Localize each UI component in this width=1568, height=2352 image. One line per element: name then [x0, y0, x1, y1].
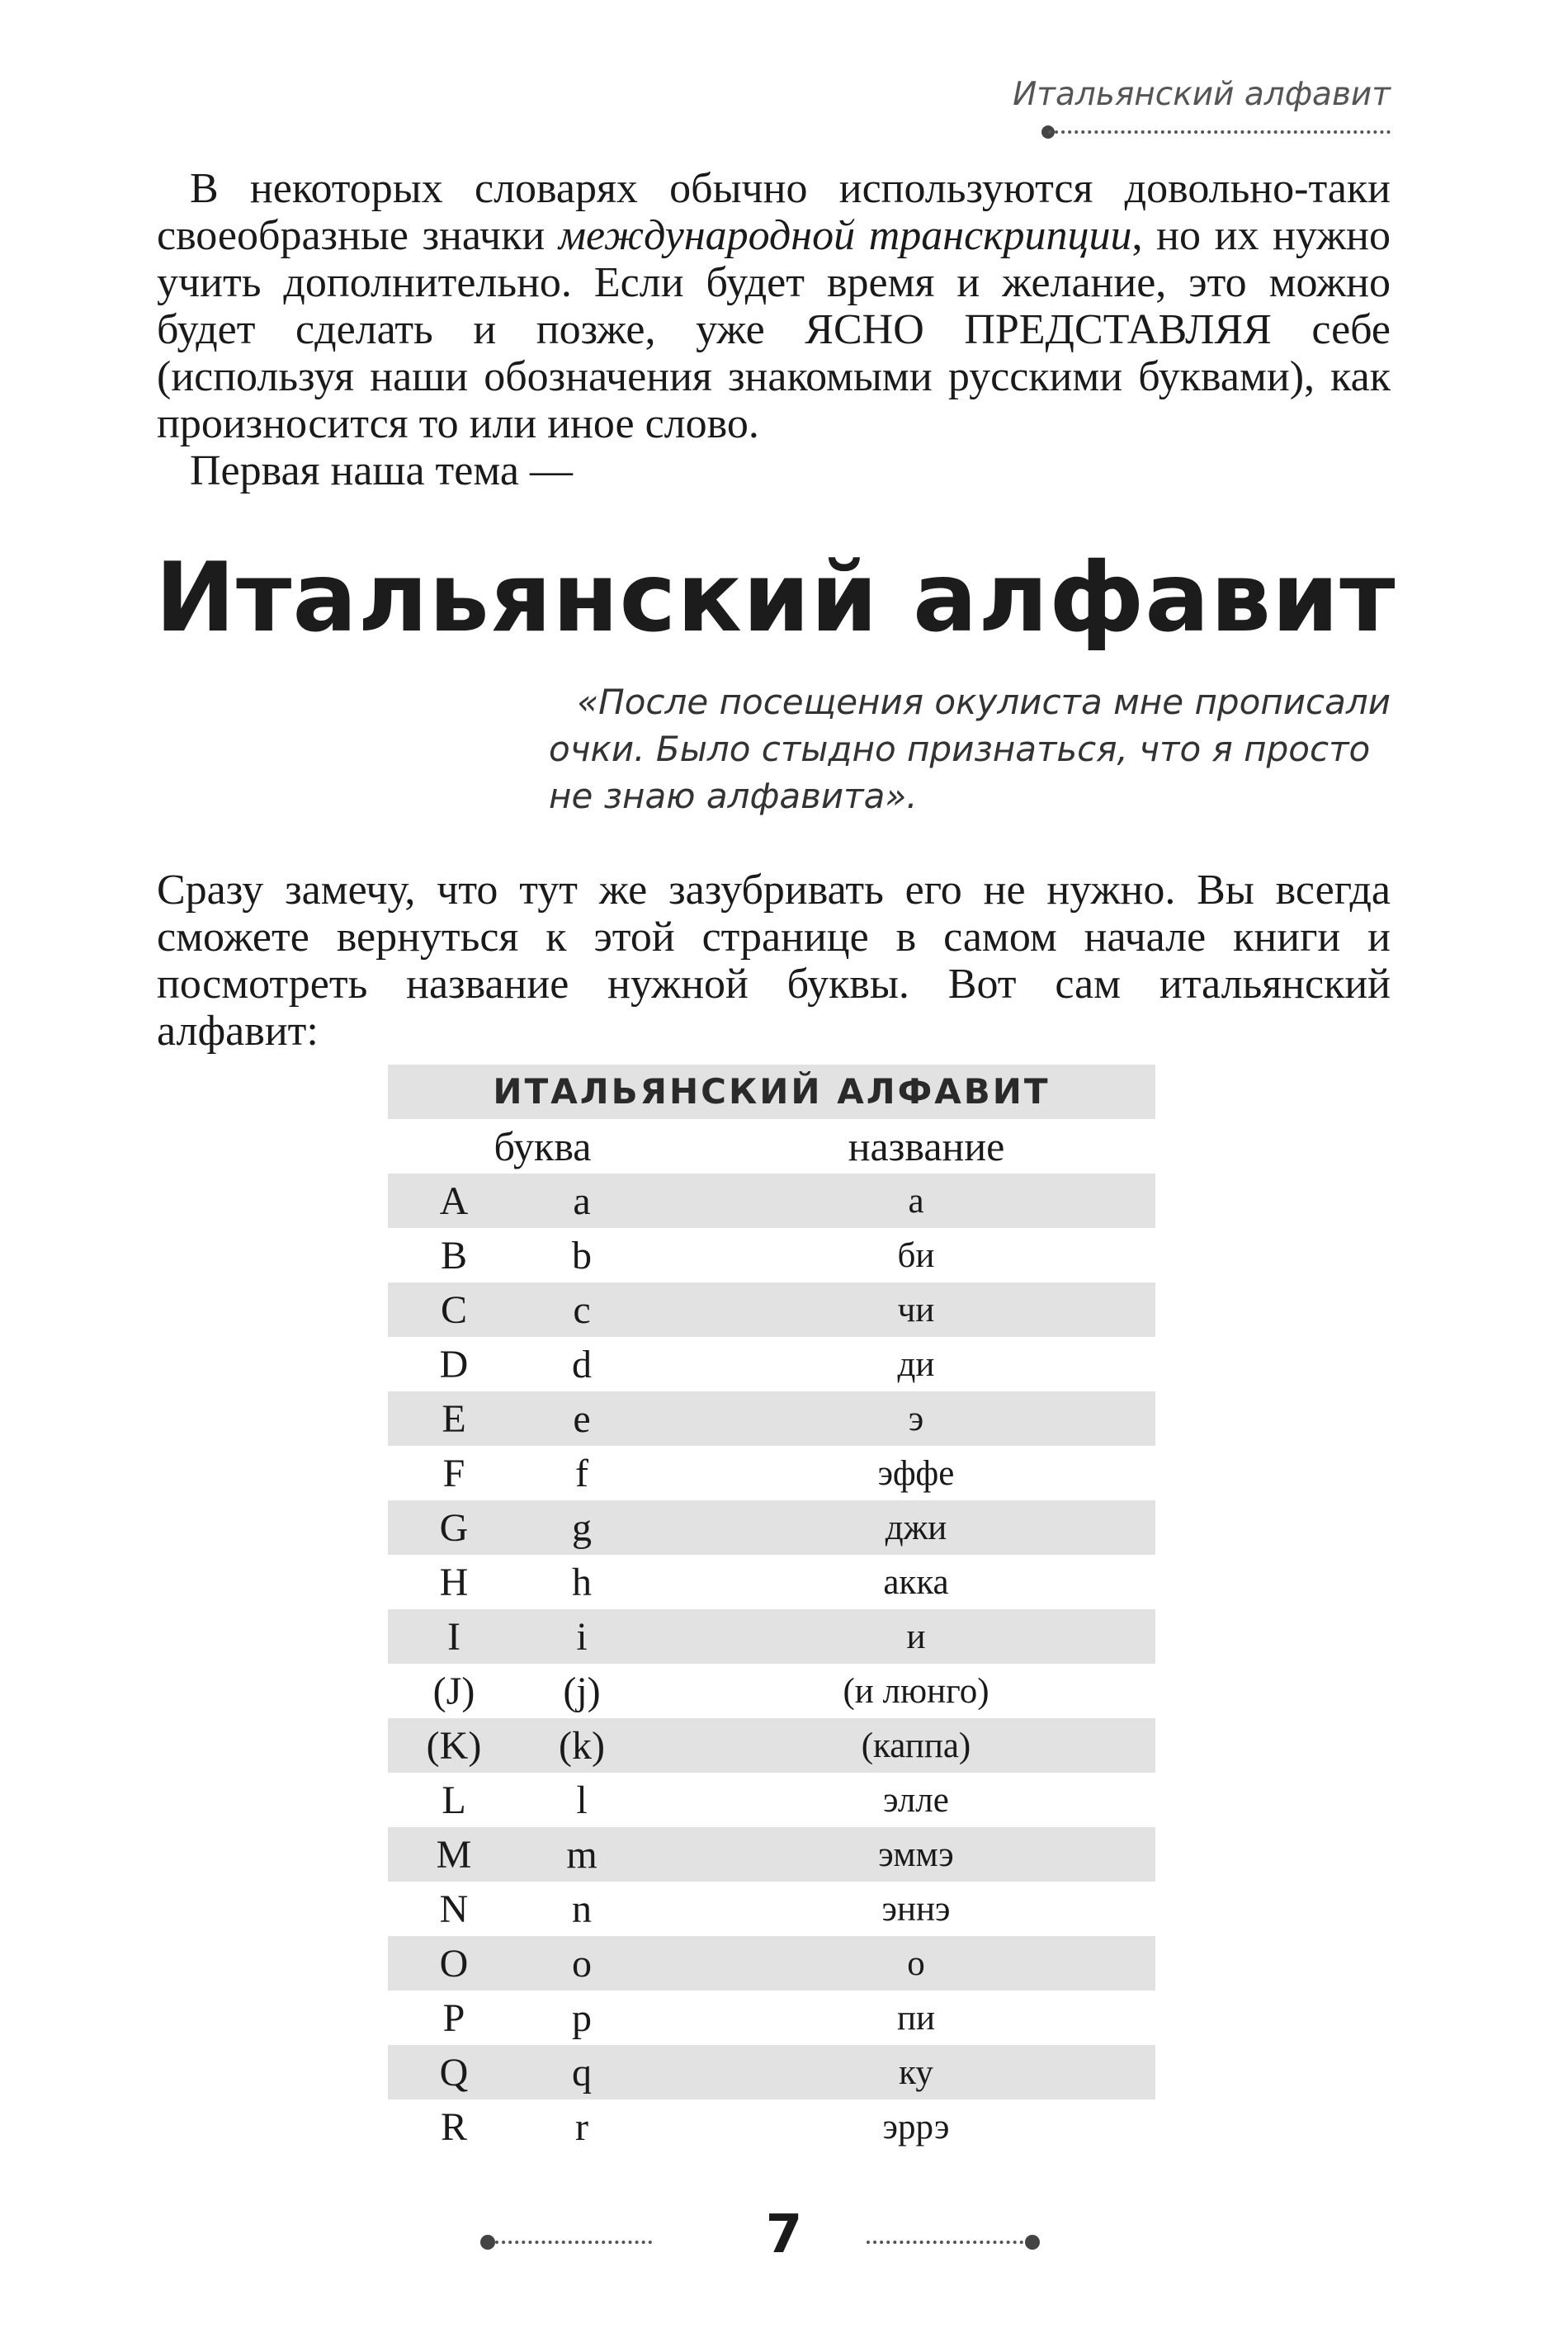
intro-text [157, 165, 1391, 494]
epigraph-line-1: «После посещения окулиста мне прописали [577, 682, 1391, 722]
letter-uppercase: E [442, 1396, 466, 1441]
running-header: Итальянский алфавит [1013, 76, 1391, 113]
letter-name: а [908, 1181, 924, 1221]
letter-uppercase: I [447, 1614, 460, 1659]
table-row [388, 1882, 1155, 1936]
column-header-letter: буква [494, 1123, 592, 1169]
letter-name: ди [897, 1344, 935, 1384]
letter-lowercase: c [573, 1287, 591, 1332]
letter-name: эффе [877, 1453, 955, 1493]
letter-lowercase: d [572, 1342, 592, 1386]
table-row [388, 1174, 1155, 1228]
table-row [388, 1500, 1155, 1555]
table-row [388, 1609, 1155, 1664]
footer-bullet-right-icon [1025, 2235, 1040, 2250]
table-row [388, 1391, 1155, 1446]
letter-uppercase: G [439, 1505, 469, 1550]
letter-lowercase: a [573, 1178, 591, 1223]
table-row [388, 1664, 1155, 1718]
table-row [388, 2099, 1155, 2154]
letter-uppercase: F [442, 1451, 465, 1495]
letter-uppercase: A [439, 1178, 469, 1223]
letter-name: э [908, 1399, 924, 1438]
letter-name: джи [885, 1508, 947, 1547]
table-row [388, 1773, 1155, 1827]
letter-lowercase: r [575, 2104, 588, 2149]
intro-p1-part-b: , но их нужно учить дополнительно. Если будет время и желание, это можно будет сделать и позже, уже ЯСНО ПРЕДСТАВЛЯЯ себе (используя наши обозначения знакомыми русскими буквами), как произносится то или иное слово. [157, 212, 1391, 447]
letter-name: эммэ [878, 1835, 954, 1874]
footer-dotted-rule-right [867, 2241, 1023, 2244]
letter-uppercase: L [442, 1778, 466, 1822]
table-row [388, 1282, 1155, 1337]
epigraph-line-3: не знаю алфавита». [549, 776, 918, 816]
table-row [388, 1337, 1155, 1391]
letter-lowercase: b [572, 1233, 592, 1278]
table-row [388, 1718, 1155, 1773]
alphabet-table [388, 1065, 1155, 2154]
letter-uppercase: N [439, 1887, 469, 1931]
letter-name: эннэ [881, 1889, 951, 1929]
letter-name: элле [883, 1780, 949, 1820]
intro-p1-part-a: В некоторых словарях обычно используются довольно-таки своеобразные значки [157, 165, 1391, 259]
letter-lowercase: e [573, 1396, 591, 1441]
letter-uppercase: R [440, 2104, 467, 2149]
letter-lowercase: g [572, 1505, 592, 1550]
letter-name: акка [883, 1562, 949, 1602]
letter-name: би [897, 1235, 935, 1275]
table-row [388, 1991, 1155, 2045]
epigraph-line-2: очки. Было стыдно признаться, что я просто [549, 729, 1371, 769]
table-row [388, 1555, 1155, 1609]
letter-lowercase: o [572, 1941, 592, 1986]
letter-uppercase: B [440, 1233, 467, 1278]
table-row [388, 2045, 1155, 2099]
letter-lowercase: n [572, 1887, 592, 1931]
letter-lowercase: (j) [563, 1669, 601, 1713]
letter-name: чи [897, 1290, 935, 1329]
table-row [388, 1936, 1155, 1991]
letter-uppercase: (J) [432, 1669, 475, 1713]
table-row [388, 1228, 1155, 1282]
epigraph [549, 678, 1391, 819]
body-paragraph-3: Сразу замечу, что тут же зазубривать его не нужно. Вы всегда сможете вернуться к этой странице в самом начале книги и посмотреть название нужной буквы. Вот сам итальянский алфавит: [157, 867, 1391, 1055]
header-dotted-rule [1048, 130, 1391, 134]
page-number: 7 [765, 2204, 803, 2265]
table-row [388, 1827, 1155, 1882]
letter-name: и [906, 1617, 926, 1656]
letter-lowercase: h [572, 1560, 592, 1604]
letter-name: (каппа) [861, 1726, 971, 1765]
letter-uppercase: (K) [426, 1723, 482, 1768]
letter-lowercase: (k) [559, 1723, 605, 1768]
column-header-name: название [848, 1123, 1005, 1169]
table-row [388, 1446, 1155, 1500]
letter-name: пи [896, 1998, 936, 2038]
letter-uppercase: O [439, 1941, 469, 1986]
letter-uppercase: H [439, 1560, 469, 1604]
table-caption: ИТАЛЬЯНСКИЙ АЛФАВИТ [388, 1065, 1155, 1119]
table-header-row [388, 1119, 1155, 1174]
letter-name: эррэ [882, 2107, 950, 2147]
letter-lowercase: m [566, 1832, 597, 1877]
letter-uppercase: D [439, 1342, 469, 1386]
chapter-title: Итальянский алфавит [155, 542, 1396, 654]
body-text [157, 867, 1391, 1055]
letter-name: ку [899, 2052, 933, 2092]
table-body [388, 1174, 1155, 2154]
letter-uppercase: Q [439, 2050, 469, 2095]
letter-name: о [907, 1943, 925, 1983]
letter-lowercase: l [576, 1778, 588, 1822]
intro-p1-emphasis: международной транскрипции [558, 212, 1132, 259]
letter-lowercase: p [572, 1995, 592, 2040]
intro-paragraph-1 [157, 165, 1391, 447]
letter-lowercase: i [576, 1614, 588, 1659]
letter-lowercase: q [572, 2050, 592, 2095]
letter-lowercase: f [575, 1451, 588, 1495]
letter-uppercase: C [440, 1287, 467, 1332]
letter-uppercase: M [436, 1832, 472, 1877]
intro-paragraph-2: Первая наша тема — [190, 447, 573, 494]
letter-uppercase: P [442, 1995, 465, 2040]
letter-name: (и люнго) [843, 1671, 989, 1711]
